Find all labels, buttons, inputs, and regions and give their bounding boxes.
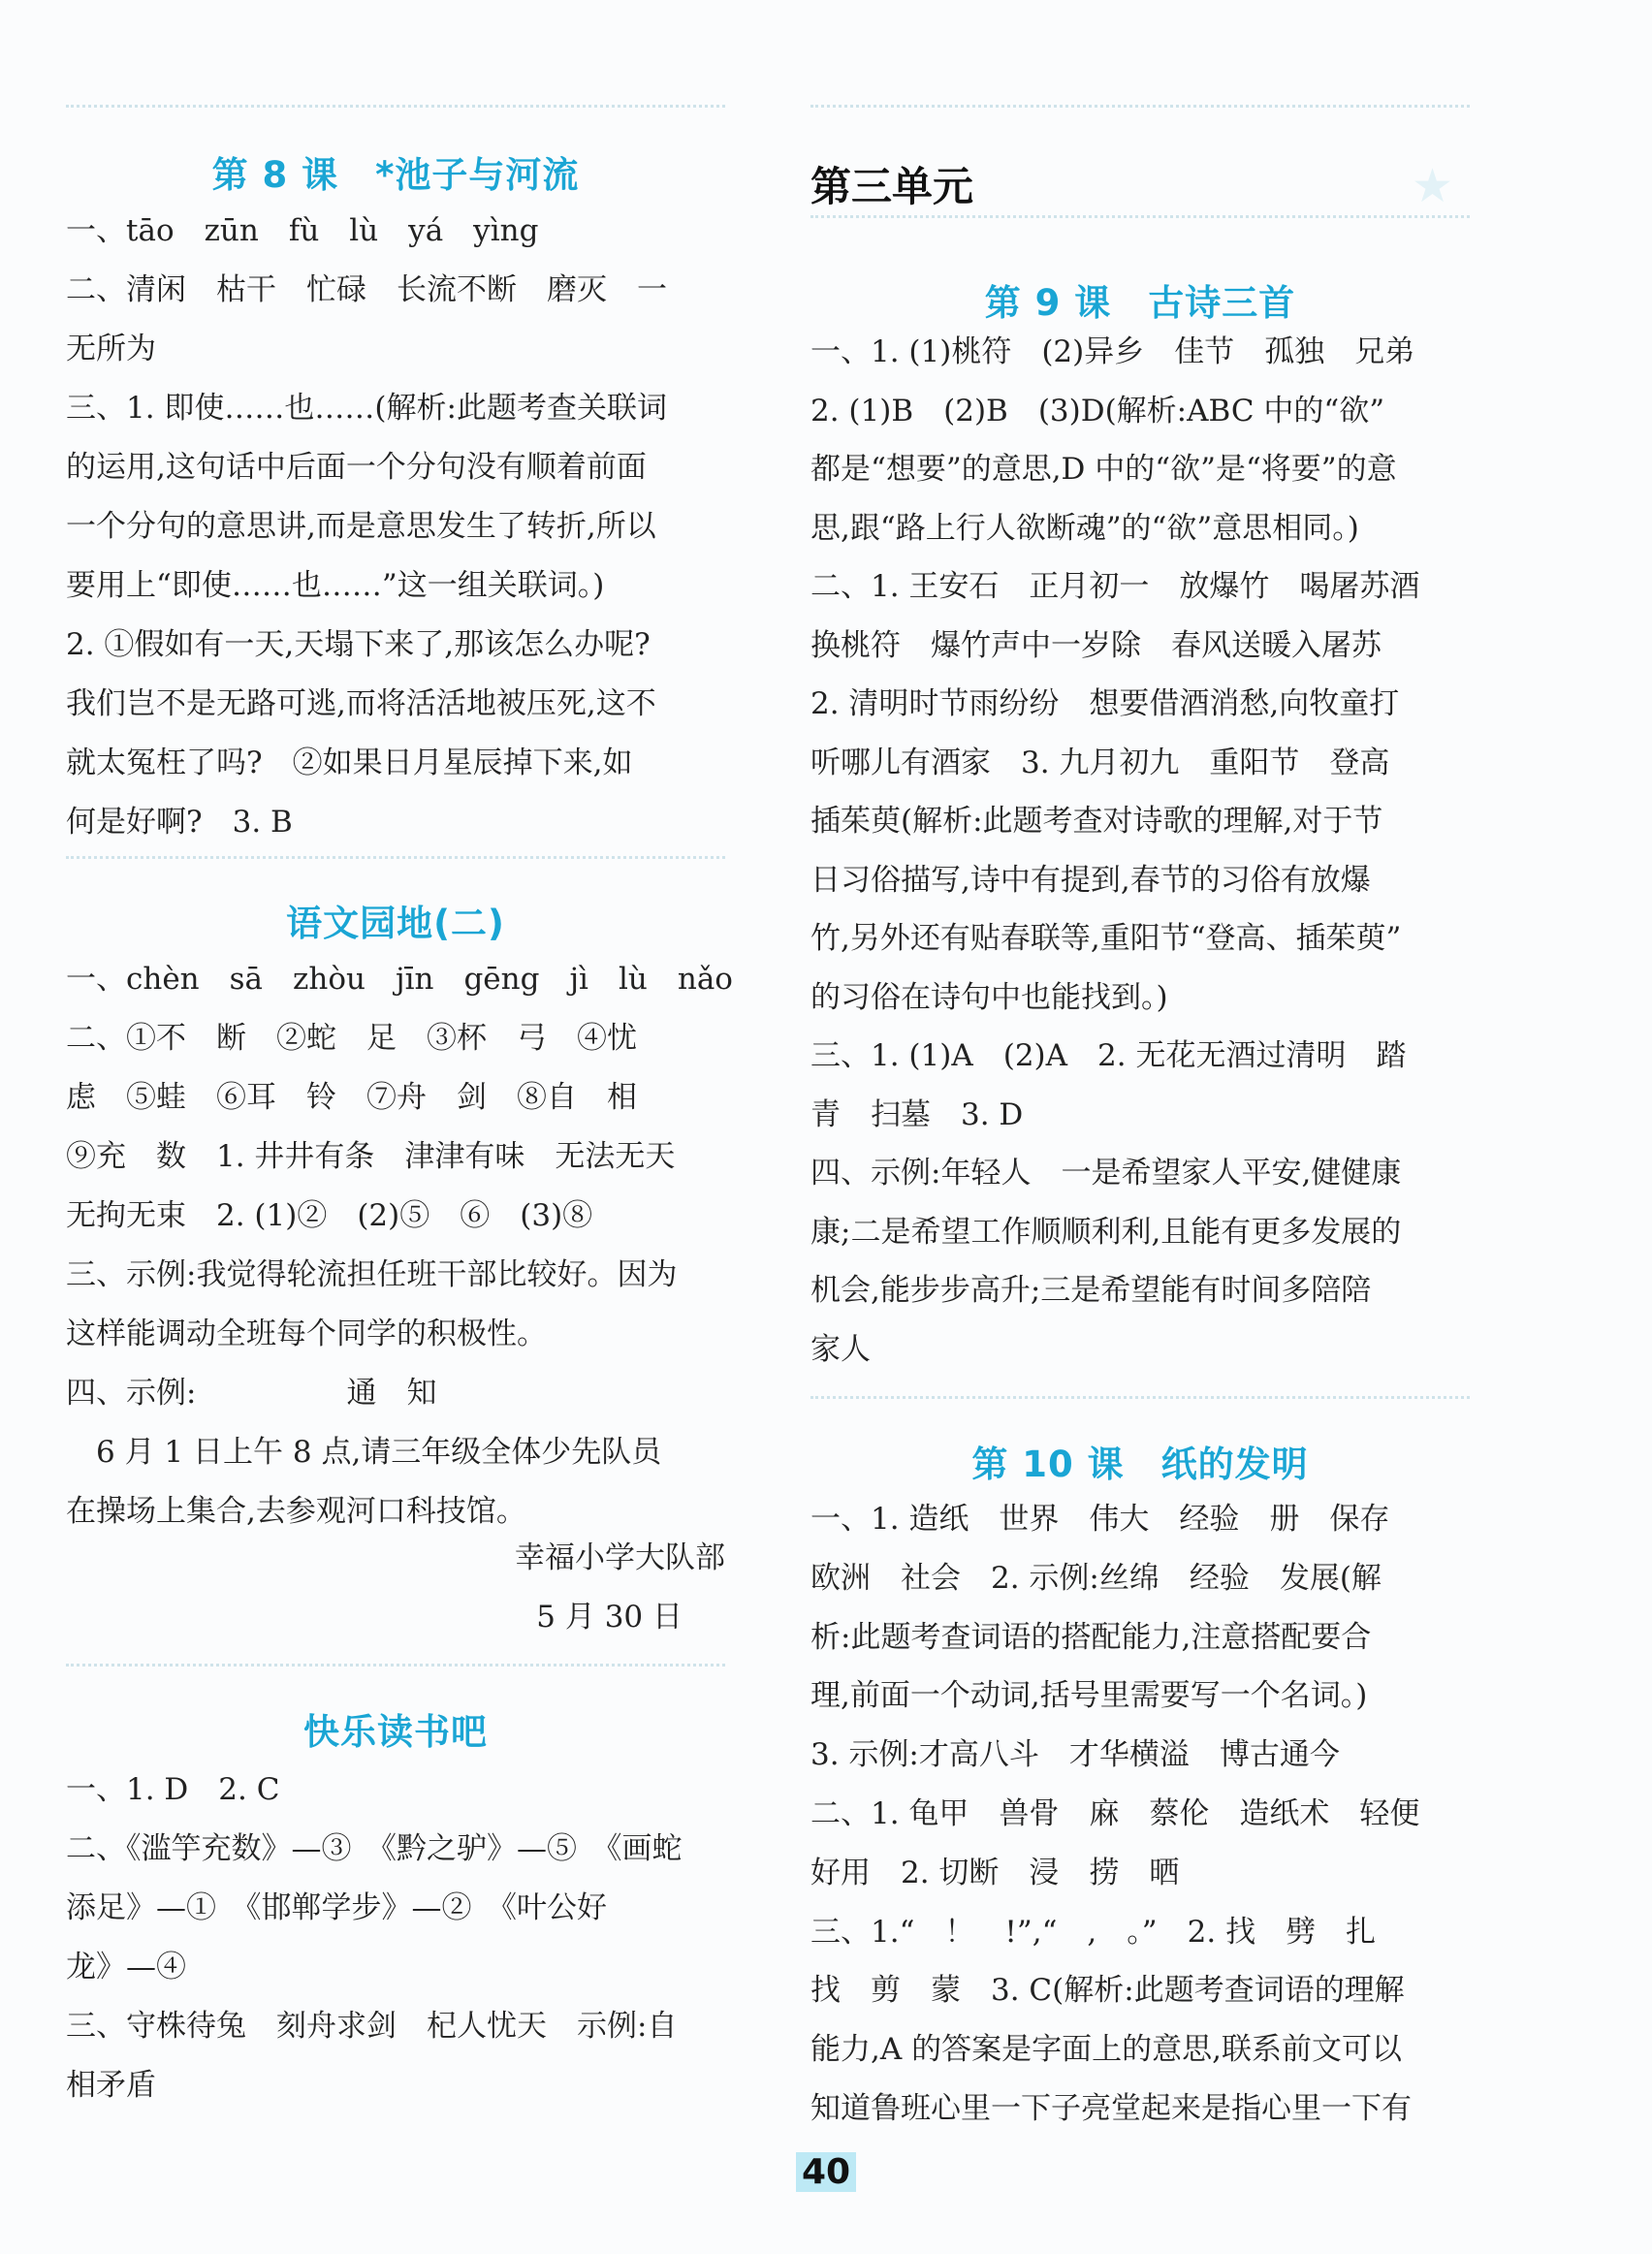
text-line: 何是好啊? 3. B	[66, 805, 293, 840]
text-line: 6 月 1 日上午 8 点,请三年级全体少先队员	[66, 1435, 662, 1470]
text-line: 的习俗在诗句中也能找到。)	[810, 979, 1168, 1015]
section-divider	[66, 105, 725, 108]
text-line: 一、1. D 2. C	[66, 1772, 280, 1807]
text-line: ⑨充 数 1. 井井有条 津津有味 无法无天	[66, 1139, 676, 1174]
text-line: 三、守株待兔 刻舟求剑 杞人忧天 示例:自	[66, 2009, 678, 2044]
text-line: 一、1. (1)桃符 (2)异乡 佳节 孤独 兄弟	[810, 334, 1415, 369]
text-line: 三、1.“ ！ !”,“ , 。” 2. 找 劈 扎	[810, 1914, 1377, 1950]
text-line: 日习俗描写,诗中有提到,春节的习俗有放爆	[810, 862, 1371, 898]
text-line: 2. ①假如有一天,天塌下来了,那该怎么办呢?	[66, 627, 651, 662]
section-divider	[66, 856, 725, 859]
lesson8-title: 第 8 课 *池子与河流	[211, 154, 580, 196]
section-divider	[66, 1664, 725, 1667]
text-line: 二、1. 王安石 正月初一 放爆竹 喝屠苏酒	[810, 569, 1420, 604]
text-line: 析:此题考查词语的搭配能力,注意搭配要合	[810, 1619, 1372, 1655]
text-line: 插茱萸(解析:此题考查对诗歌的理解,对于节	[810, 804, 1383, 839]
text-line: 四、示例:年轻人 一是希望家人平安,健健康	[810, 1156, 1402, 1190]
text-line: 在操场上集合,去参观河口科技馆。	[66, 1494, 526, 1529]
reading-title: 快乐读书吧	[303, 1711, 488, 1753]
text-line: 三、1. 即使……也……(解析:此题考查关联词	[66, 391, 667, 426]
unit-title: 第三单元	[810, 163, 974, 210]
text-line: 欧洲 社会 2. 示例:丝绵 经验 发展(解	[810, 1560, 1382, 1596]
unit-underline	[810, 215, 1470, 218]
text-line: 康;二是希望工作顺顺利利,且能有更多发展的	[810, 1214, 1402, 1250]
text-line: 机会,能步步高升;三是希望能有时间多陪陪	[810, 1273, 1372, 1308]
text-line: 虑 ⑤蛙 ⑥耳 铃 ⑦舟 剑 ⑧自 相	[66, 1080, 637, 1115]
text-line: 无拘无束 2. (1)② (2)⑤ ⑥ (3)⑧	[66, 1198, 593, 1233]
text-line: 龙》—④	[66, 1950, 186, 1984]
text-line: 找 剪 蒙 3. C(解析:此题考查词语的理解	[810, 1973, 1405, 2009]
text-line: 三、示例:我觉得轮流担任班干部比较好。因为	[66, 1257, 678, 1292]
text-line: 四、示例: 通 知	[66, 1376, 437, 1411]
text-line: 思,跟“路上行人欲断魂”的“欲”意思相同。)	[810, 510, 1359, 546]
text-line: 相矛盾	[66, 2068, 156, 2103]
text-line: 好用 2. 切断 浸 捞 晒	[810, 1855, 1180, 1890]
text-line: 青 扫墓 3. D	[810, 1096, 1024, 1132]
text-line: 我们岂不是无路可逃,而将活活地被压死,这不	[66, 686, 656, 721]
text-line: 换桃符 爆竹声中一岁除 春风送暖入屠苏	[810, 627, 1382, 663]
star-icon: ★	[1412, 159, 1454, 213]
text-line: 三、1. (1)A (2)A 2. 无花无酒过清明 踏	[810, 1038, 1407, 1073]
text-line: 无所为	[66, 332, 156, 366]
sign-org: 幸福小学大队部	[515, 1540, 725, 1575]
text-line: 添足》—① 《邯郸学步》—② 《叶公好	[66, 1890, 607, 1925]
text-line: 理,前面一个动词,括号里需要写一个名词。)	[810, 1678, 1368, 1714]
text-line: 能力,A 的答案是字面上的意思,联系前文可以	[810, 2032, 1402, 2068]
text-line: 2. 清明时节雨纷纷 想要借酒消愁,向牧童打	[810, 686, 1400, 721]
text-line: 二、清闲 枯干 忙碌 长流不断 磨灭 一	[66, 272, 667, 307]
text-line: 都是“想要”的意思,D 中的“欲”是“将要”的意	[810, 452, 1397, 487]
section-divider	[810, 1396, 1470, 1399]
text-line: 家人	[810, 1331, 871, 1367]
text-line: 一、tāo zūn fù lù yá yìng	[66, 213, 539, 248]
yuwen-yuandi-title: 语文园地(二)	[286, 903, 505, 944]
text-line: 知道鲁班心里一下子亮堂起来是指心里一下有	[810, 2091, 1412, 2126]
text-line: 这样能调动全班每个同学的积极性。	[66, 1317, 547, 1351]
text-line: 二、①不 断 ②蛇 足 ③杯 弓 ④忧	[66, 1021, 637, 1056]
page-number: 40	[0, 2152, 1652, 2192]
text-line: 一、chèn sā zhòu jīn gēng jì lù nǎo	[66, 962, 733, 997]
text-line: 就太冤枉了吗? ②如果日月星辰掉下来,如	[66, 746, 633, 780]
text-line: 3. 示例:才高八斗 才华横溢 博古通今	[810, 1737, 1340, 1773]
sign-date: 5 月 30 日	[536, 1600, 683, 1635]
lesson9-title: 第 9 课 古诗三首	[984, 282, 1296, 324]
text-line: 听哪儿有酒家 3. 九月初九 重阳节 登高	[810, 745, 1390, 780]
section-divider	[810, 105, 1470, 108]
text-line: 二、《滥竽充数》—③ 《黔之驴》—⑤ 《画蛇	[66, 1831, 683, 1866]
text-line: 一个分句的意思讲,而是意思发生了转折,所以	[66, 509, 656, 544]
text-line: 二、1. 龟甲 兽骨 麻 蔡伦 造纸术 轻便	[810, 1796, 1420, 1831]
text-line: 要用上“即使……也……”这一组关联词。)	[66, 568, 605, 603]
lesson10-title: 第 10 课 纸的发明	[971, 1444, 1309, 1485]
text-line: 竹,另外还有贴春联等,重阳节“登高、插茱萸”	[810, 921, 1402, 956]
text-line: 2. (1)B (2)B (3)D(解析:ABC 中的“欲”	[810, 393, 1385, 429]
text-line: 的运用,这句话中后面一个分句没有顺着前面	[66, 450, 647, 485]
text-line: 一、1. 造纸 世界 伟大 经验 册 保存	[810, 1502, 1390, 1537]
